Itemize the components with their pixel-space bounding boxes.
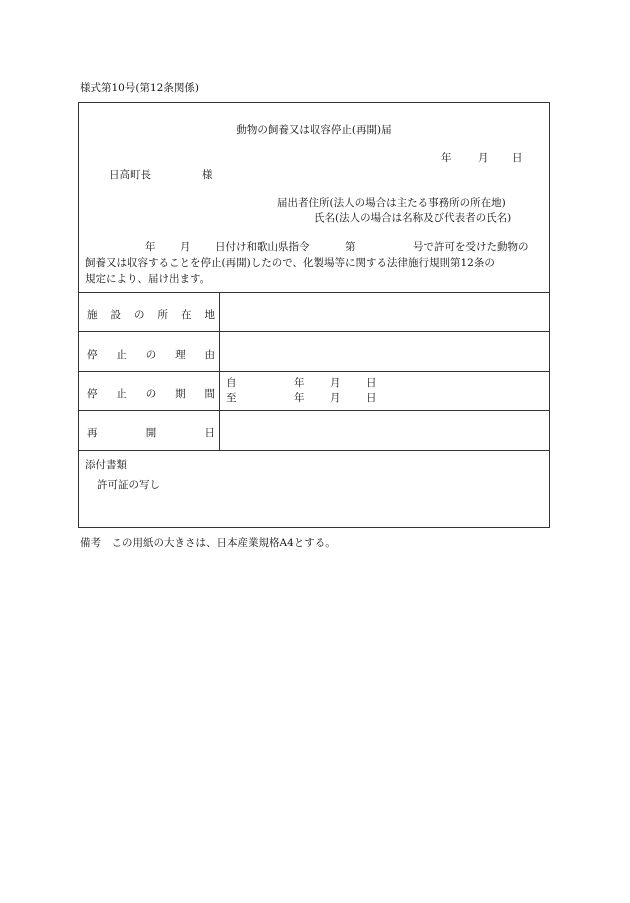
column-divider bbox=[219, 292, 220, 450]
form-title: 動物の飼養又は収容停止(再開)届 bbox=[236, 124, 392, 136]
body-month: 月 bbox=[180, 241, 191, 253]
attachment-item: 許可証の写し bbox=[97, 479, 160, 491]
row-divider bbox=[79, 450, 549, 451]
applicant-address-label: 届出者住所(法人の場合は主たる事務所の所在地) bbox=[277, 197, 506, 209]
row-divider bbox=[79, 331, 549, 332]
notification-form: 動物の飼養又は収容停止(再開)届 年 月 日 日高町長 様 届出者住所(法人の場合は主たる事務所の所在地) 氏名(法人の場合は名称及び代表者の氏名) 年 月 日付け和歌山県指令 第 号で許可を受けた動物の 飼養又は収容することを停止(再開)したので、化製場等に関する法律施行規則第12条の 規定により、届け出ます。 施 設 の 所 在 地 停 止 の 理 由 停 止 の 期 間 自 年 月 日 至 年 月 日 再 開 日 添付書類 許可証の写し bbox=[78, 102, 550, 528]
body-rest: 号で許可を受けた動物の bbox=[413, 241, 529, 253]
date-day-label: 日 bbox=[512, 152, 523, 164]
facility-location-label: 施 設 の 所 在 地 bbox=[87, 309, 215, 321]
addressee-name: 日高町長 bbox=[109, 169, 151, 181]
stop-period-label: 停 止 の 期 間 bbox=[87, 388, 215, 400]
applicant-name-label: 氏名(法人の場合は名称及び代表者の氏名) bbox=[314, 212, 512, 224]
row-divider bbox=[79, 410, 549, 411]
stop-reason-label: 停 止 の 理 由 bbox=[87, 349, 215, 361]
footnote: 備考 この用紙の大きさは、日本産業規格A4とする。 bbox=[80, 537, 336, 549]
form-number: 様式第10号(第12条関係) bbox=[80, 82, 199, 94]
row-divider bbox=[79, 371, 549, 372]
date-year-label: 年 bbox=[441, 152, 452, 164]
body-dai: 第 bbox=[345, 241, 356, 253]
body-year: 年 bbox=[145, 241, 156, 253]
body-day-text: 日付け和歌山県指令 bbox=[215, 241, 310, 253]
table-top-line bbox=[79, 292, 549, 293]
reopen-date-label: 再 開 日 bbox=[87, 427, 215, 439]
body-line-3: 規定により、届け出ます。 bbox=[85, 273, 211, 285]
attachments-label: 添付書類 bbox=[85, 459, 127, 471]
addressee-honorific: 様 bbox=[202, 169, 213, 181]
date-month-label: 月 bbox=[478, 152, 489, 164]
body-line-2: 飼養又は収容することを停止(再開)したので、化製場等に関する法律施行規則第12条の bbox=[85, 257, 495, 269]
